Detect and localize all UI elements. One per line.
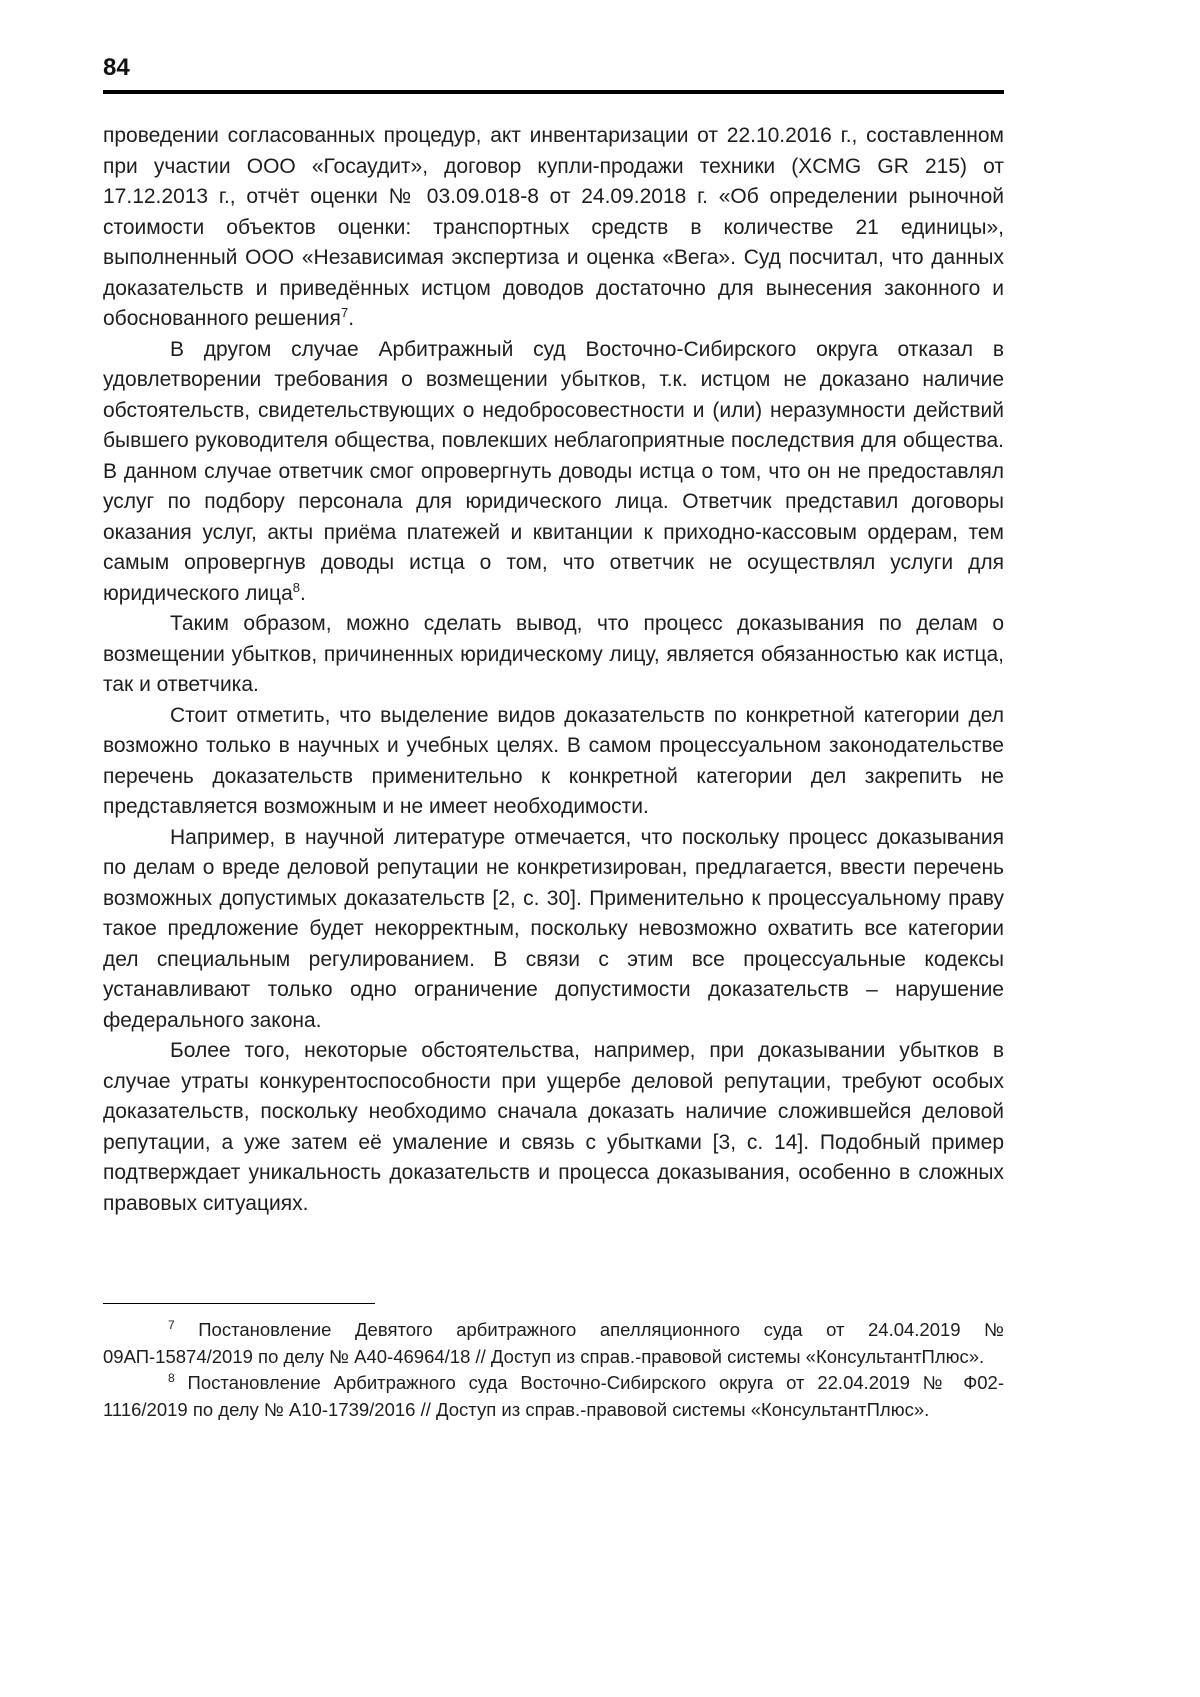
paragraph-text: Стоит отметить, что выделение видов доказательств по конкретной категории дел возможно только в научных и учебных целях. В самом процессуальном законодательстве перечень доказательств применительно к конкретной категории дел закрепить не представляется возможным и не имеет необходимости. <box>103 703 1004 818</box>
footnote-marker-7: 7 <box>168 1317 175 1332</box>
page-header <box>103 54 1004 94</box>
body-text <box>103 121 1004 1219</box>
body-paragraph-4 <box>103 701 1004 823</box>
body-paragraph-3 <box>103 609 1004 701</box>
footnote-ref-7: 7 <box>340 305 349 320</box>
footnote-marker-8: 8 <box>168 1370 175 1385</box>
header-rule <box>103 90 1004 94</box>
page-number: 84 <box>103 54 130 81</box>
paragraph-text: Более того, некоторые обстоятельства, например, при доказывании убытков в случае утраты конкурентоспособности при ущербе деловой репутации, требуют особых доказательств, поскольку необходимо сначала доказать наличие сложившейся деловой репутации, а уже затем её умаление и связь с убытками [3, с. 14]. Подобный пример подтверждает уникальность доказательств и процесса доказывания, особенно в сложных правовых ситуациях. <box>103 1039 1004 1215</box>
body-paragraph-1 <box>103 121 1004 335</box>
body-paragraph-6 <box>103 1036 1004 1219</box>
paragraph-text: Таким образом, можно сделать вывод, что процесс доказывания по делам о возмещении убытков, причиненных юридическому лицу, является обязанностью как истца, так и ответчика. <box>103 612 1004 696</box>
paragraph-text: Например, в научной литературе отмечается, что поскольку процесс доказывания по делам о вреде деловой репутации не конкретизирован, предлагается, ввести перечень возможных допустимых доказательств [2, с. 30]. Применительно к процессуальному праву такое предложение будет некорректным, поскольку невозможно охватить все категории дел специальным регулированием. В связи с этим все процессуальные кодексы устанавливают только одно ограничение допустимости доказательств – нарушение федерального закона. <box>103 825 1004 1032</box>
footnote-text: Постановление Арбитражного суда Восточно-Сибирского округа от 22.04.2019 № Ф02-1116/2019 по делу № А10-1739/2016 // Доступ из справ.-правовой системы «КонсультантПлюс». <box>103 1372 1004 1420</box>
body-paragraph-2 <box>103 335 1004 610</box>
paragraph-text: В другом случае Арбитражный суд Восточно-Сибирского округа отказал в удовлетворении требования о возмещении убытков, т.к. истцом не доказано наличие обстоятельств, свидетельствующих о недобросовестности и (или) неразумности действий бывшего руководителя общества, повлекших неблагоприятные последствия для общества. В данном случае ответчик смог опровергнуть доводы истца о том, что он не предоставлял услуг по подбору персонала для юридического лица. Ответчик представил договоры оказания услуг, акты приёма платежей и квитанции к приходно-кассовым ордерам, тем самым опровергнув доводы истца о том, что ответчик не осуществлял услуги для юридического лица <box>103 337 1004 605</box>
body-paragraph-5 <box>103 823 1004 1037</box>
paragraph-text: проведении согласованных процедур, акт инвентаризации от 22.10.2016 г., составленном при участии ООО «Госаудит», договор купли-продажи техники (XCMG GR 215) от 17.12.2013 г., отчёт оценки № 03.09.018-8 от 24.09.2018 г. «Об определении рыночной стоимости объектов оценки: транспортных средств в количестве 21 единицы», выполненный ООО «Независимая экспертиза и оценка «Вега». Суд посчитал, что данных доказательств и приведённых истцом доводов достаточно для вынесения законного и обоснованного решения <box>103 124 1004 330</box>
footnote-7 <box>103 1317 1004 1370</box>
footnote-8 <box>103 1370 1004 1423</box>
footnote-separator <box>103 1303 375 1304</box>
paragraph-tail: . <box>300 581 306 605</box>
footnotes-section <box>103 1303 1004 1423</box>
paragraph-tail: . <box>348 307 355 330</box>
footnote-ref-8: 8 <box>292 579 301 595</box>
footnote-text: Постановление Девятого арбитражного апелляционного суда от 24.04.2019 № 09АП-15874/2019 по делу № А40-46964/18 // Доступ из справ.-правовой системы «КонсультантПлюс». <box>103 1319 1004 1367</box>
